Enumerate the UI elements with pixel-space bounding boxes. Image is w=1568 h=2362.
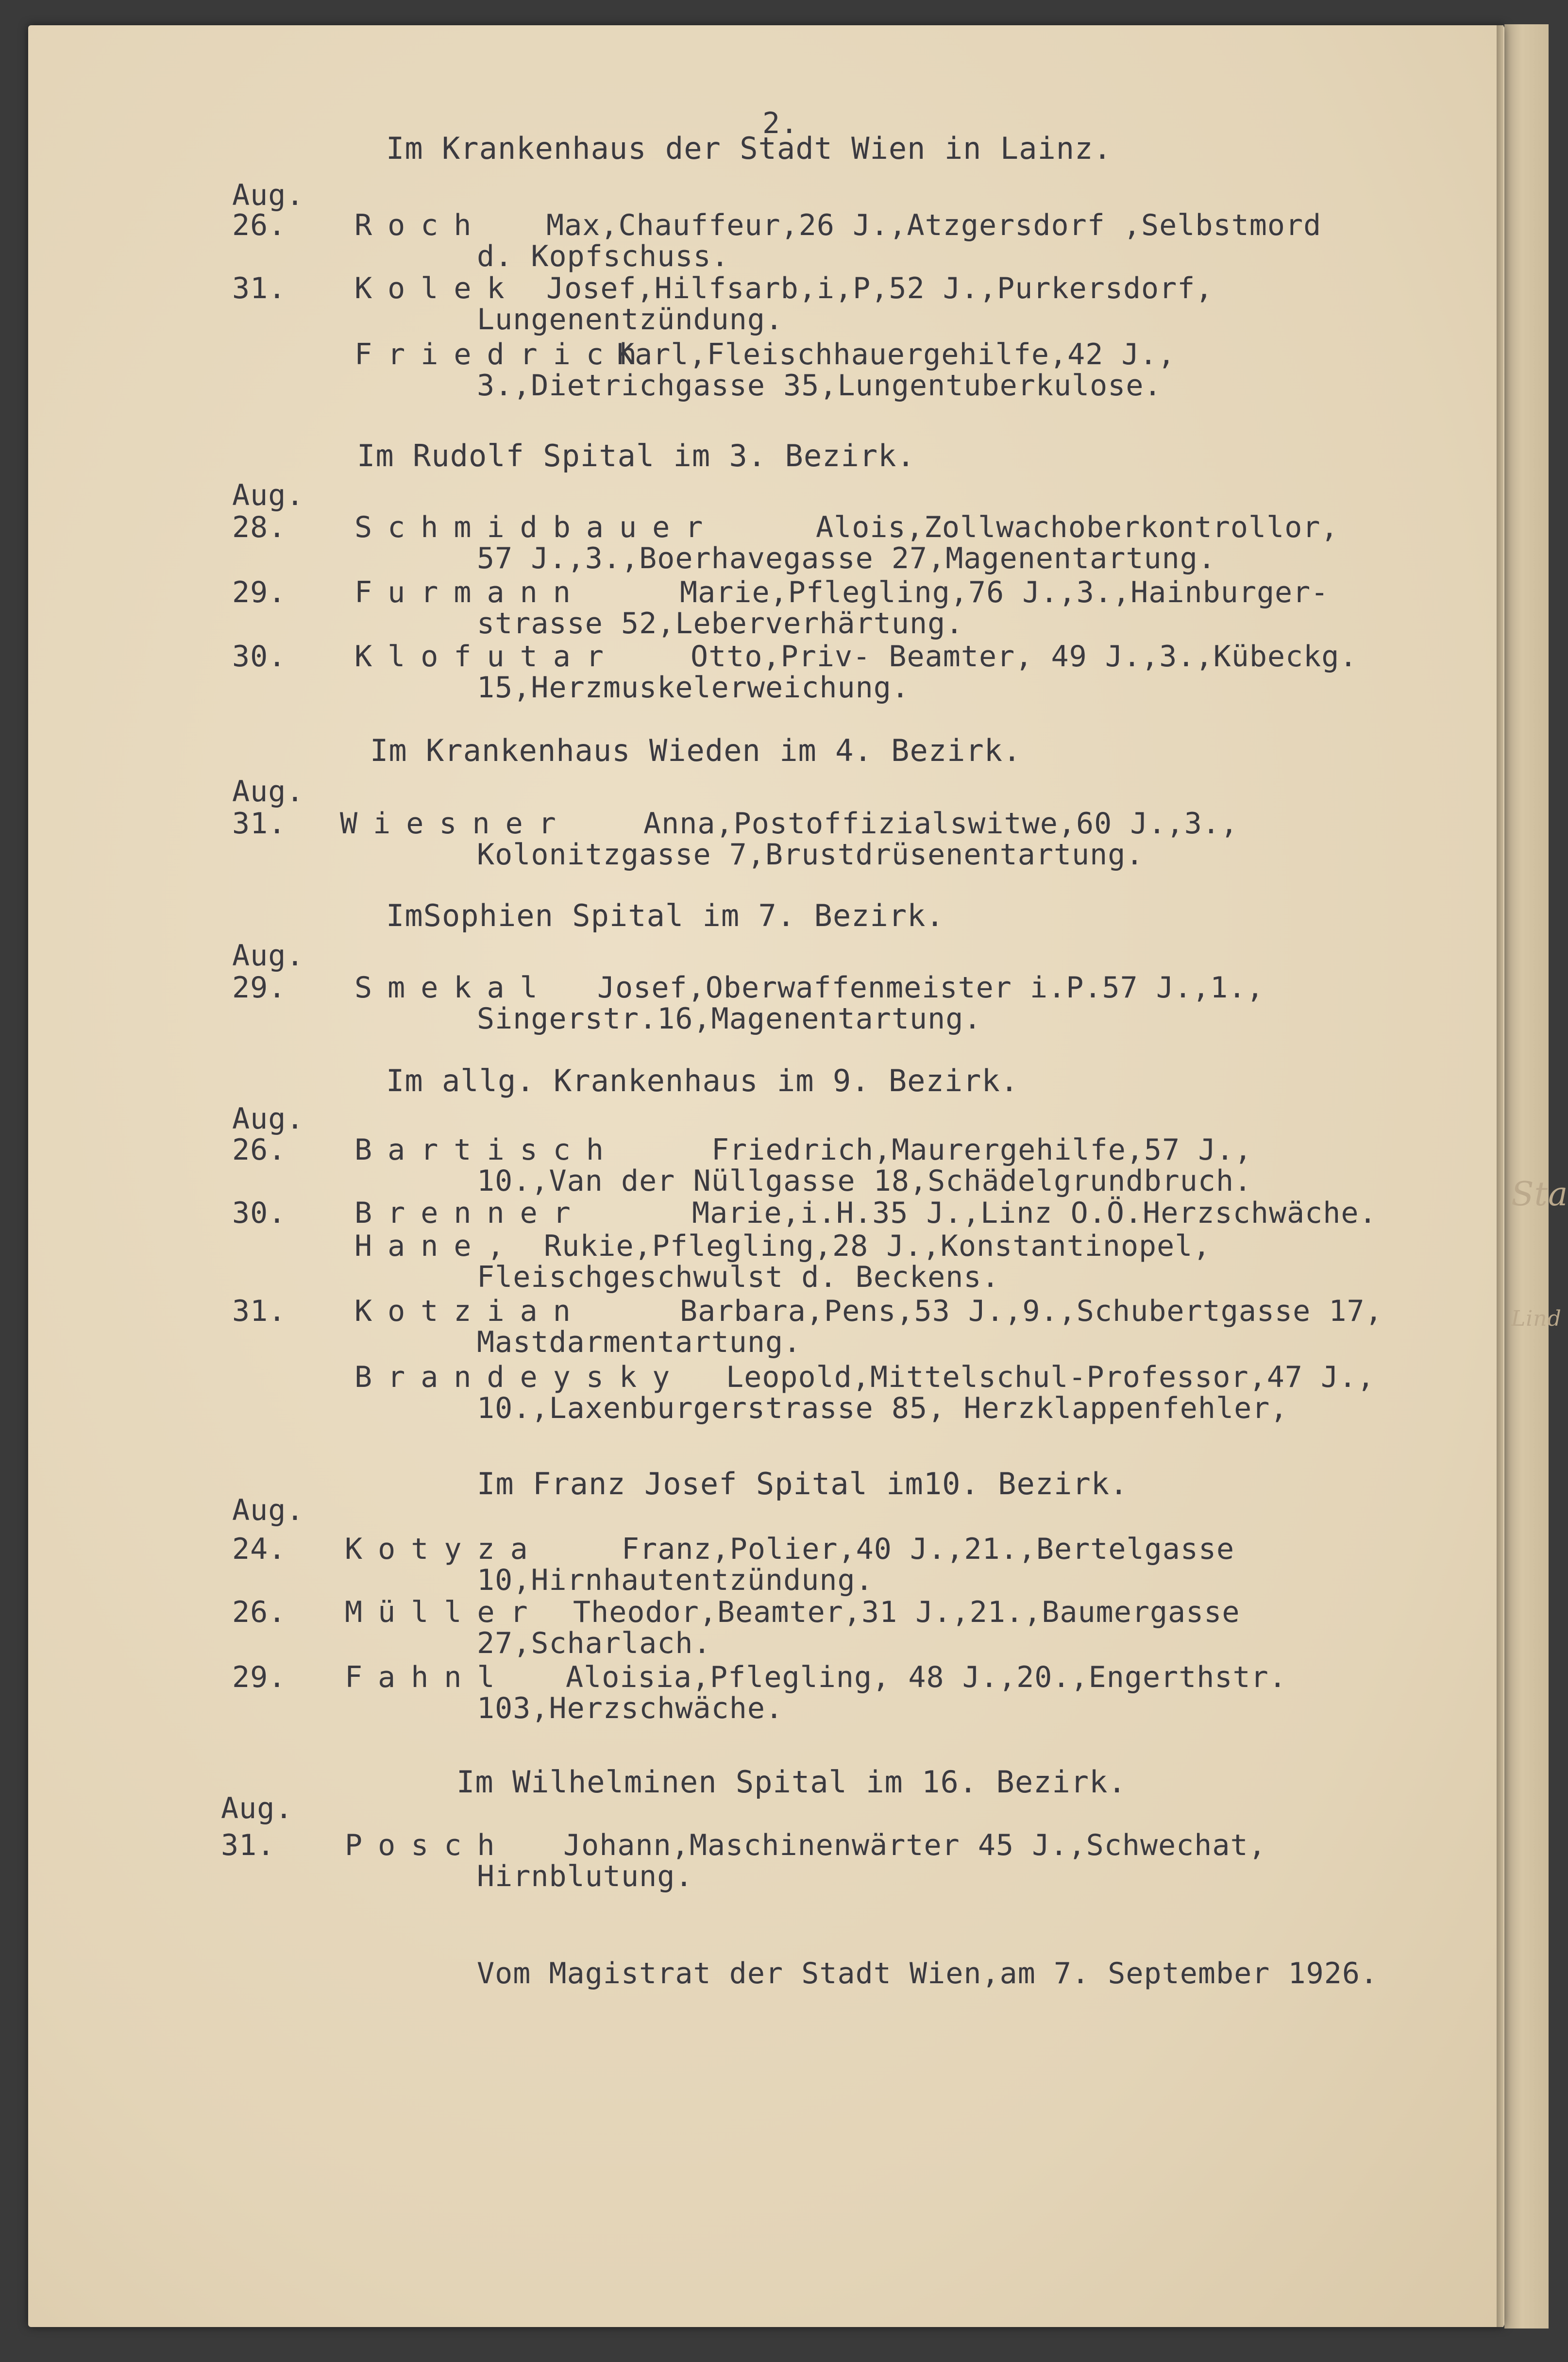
entry-text: Max,Chauffeur,26 J.,Atzgersdorf ,Selbstmord xyxy=(546,208,1322,242)
entry-day: 29. xyxy=(232,575,287,609)
entry-text: Kolonitzgasse 7,Brustdrüsenentartung. xyxy=(477,838,1144,872)
section-heading: Im Franz Josef Spital im10. Bezirk. xyxy=(477,1466,1129,1502)
entry-text: Singerstr.16,Magenentartung. xyxy=(477,1002,982,1036)
entry-day: 30. xyxy=(232,1196,287,1230)
entry-text: 57 J.,3.,Boerhavegasse 27,Magenentartung. xyxy=(477,541,1216,575)
section-heading: Im Krankenhaus der Stadt Wien in Lainz. xyxy=(386,131,1112,166)
entry-text: 15,Herzmuskelerweichung. xyxy=(477,671,910,705)
entry-surname: Furmann xyxy=(354,575,586,609)
entry-text: Friedrich,Maurergehilfe,57 J., xyxy=(711,1133,1252,1167)
margin-note: Lind xyxy=(1511,1306,1562,1331)
entry-surname: Wiesner xyxy=(340,807,572,841)
entry-text: Mastdarmentartung. xyxy=(477,1325,802,1359)
entry-text: Otto,Priv- Beamter, 49 J.,3.,Kübeckg. xyxy=(691,640,1358,674)
entry-text: Josef,Oberwaffenmeister i.P.57 J.,1., xyxy=(597,971,1265,1005)
entry-text: Anna,Postoffizialswitwe,60 J.,3., xyxy=(643,807,1239,841)
entry-surname: Smekal xyxy=(354,971,553,1005)
entry-day: 30. xyxy=(232,640,287,674)
month-label: Aug. xyxy=(232,478,304,512)
entry-text: Marie,i.H.35 J.,Linz O.Ö.Herzschwäche. xyxy=(692,1196,1377,1230)
entry-surname: Posch xyxy=(345,1828,510,1862)
entry-text: 10.,Van der Nüllgasse 18,Schädelgrundbruch. xyxy=(477,1164,1252,1198)
entry-day: 28. xyxy=(232,510,287,544)
entry-text: 3.,Dietrichgasse 35,Lungentuberkulose. xyxy=(477,369,1162,403)
entry-text: Fleischgeschwulst d. Beckens. xyxy=(477,1260,1000,1294)
entry-day: 26. xyxy=(232,1595,287,1629)
entry-surname: Hane, xyxy=(354,1229,520,1263)
entry-text: Rukie,Pflegling,28 J.,Konstantinopel, xyxy=(544,1229,1211,1263)
entry-text: Barbara,Pens,53 J.,9.,Schubertgasse 17, xyxy=(680,1294,1383,1328)
entry-surname: Brandeysky xyxy=(354,1360,686,1394)
page-fold xyxy=(1497,25,1503,2327)
entry-text: 27,Scharlach. xyxy=(477,1626,711,1660)
entry-day: 31. xyxy=(221,1828,275,1862)
closing-line: Vom Magistrat der Stadt Wien,am 7. September 1926. xyxy=(477,1957,1379,1991)
entry-surname: Friedrich xyxy=(354,337,653,371)
entry-surname: Brenner xyxy=(354,1196,586,1230)
entry-text: Marie,Pflegling,76 J.,3.,Hainburger- xyxy=(680,575,1329,609)
entry-day: 31. xyxy=(232,271,287,305)
entry-surname: Kolek xyxy=(354,271,520,305)
month-label: Aug. xyxy=(232,1102,304,1136)
entry-surname: Bartisch xyxy=(354,1133,619,1167)
month-label: Aug. xyxy=(221,1791,293,1825)
entry-text: Karl,Fleischhauergehilfe,42 J., xyxy=(617,337,1176,371)
entry-text: 10,Hirnhautentzündung. xyxy=(477,1563,874,1597)
entry-surname: Fahnl xyxy=(345,1660,510,1694)
section-heading: Im Wilhelminen Spital im 16. Bezirk. xyxy=(456,1764,1127,1800)
entry-text: Leopold,Mittelschul-Professor,47 J., xyxy=(726,1360,1375,1394)
entry-text: 103,Herzschwäche. xyxy=(477,1691,784,1725)
section-heading: ImSophien Spital im 7. Bezirk. xyxy=(386,898,944,933)
entry-day: 26. xyxy=(232,1133,287,1167)
entry-day: 24. xyxy=(232,1532,287,1566)
entry-text: Lungenentzündung. xyxy=(477,303,784,337)
entry-text: Theodor,Beamter,31 J.,21.,Baumergasse xyxy=(573,1595,1240,1629)
entry-text: Johann,Maschinenwärter 45 J.,Schwechat, xyxy=(563,1828,1266,1862)
entry-day: 26. xyxy=(232,208,287,242)
entry-surname: Müller xyxy=(345,1595,543,1629)
entry-surname: Roch xyxy=(354,208,487,242)
entry-surname: Kotzian xyxy=(354,1294,586,1328)
month-label: Aug. xyxy=(232,939,304,973)
entry-day: 29. xyxy=(232,1660,287,1694)
section-heading: Im Rudolf Spital im 3. Bezirk. xyxy=(357,438,915,473)
entry-day: 29. xyxy=(232,971,287,1005)
entry-text: Aloisia,Pflegling, 48 J.,20.,Engerthstr. xyxy=(566,1660,1287,1694)
page-number: 2. xyxy=(762,106,799,140)
entry-day: 31. xyxy=(232,807,287,841)
month-label: Aug. xyxy=(232,1493,304,1527)
entry-text: d. Kopfschuss. xyxy=(477,239,729,273)
entry-surname: Kotyza xyxy=(345,1532,543,1566)
month-label: Aug. xyxy=(232,178,304,212)
entry-text: Alois,Zollwachoberkontrollor, xyxy=(816,510,1339,544)
section-heading: Im Krankenhaus Wieden im 4. Bezirk. xyxy=(370,733,1022,768)
entry-surname: Klofutar xyxy=(354,640,619,674)
entry-text: Franz,Polier,40 J.,21.,Bertelgasse xyxy=(622,1532,1235,1566)
entry-text: strasse 52,Leberverhärtung. xyxy=(477,607,964,641)
entry-day: 31. xyxy=(232,1294,287,1328)
entry-text: Josef,Hilfsarb,i,P,52 J.,Purkersdorf, xyxy=(546,271,1214,305)
margin-note: Sta xyxy=(1511,1175,1568,1214)
section-heading: Im allg. Krankenhaus im 9. Bezirk. xyxy=(386,1063,1019,1098)
entry-text: 10.,Laxenburgerstrasse 85, Herzklappenfehler, xyxy=(477,1391,1288,1425)
entry-text: Hirnblutung. xyxy=(477,1859,693,1893)
entry-surname: Schmidbauer xyxy=(354,510,719,544)
month-label: Aug. xyxy=(232,775,304,809)
